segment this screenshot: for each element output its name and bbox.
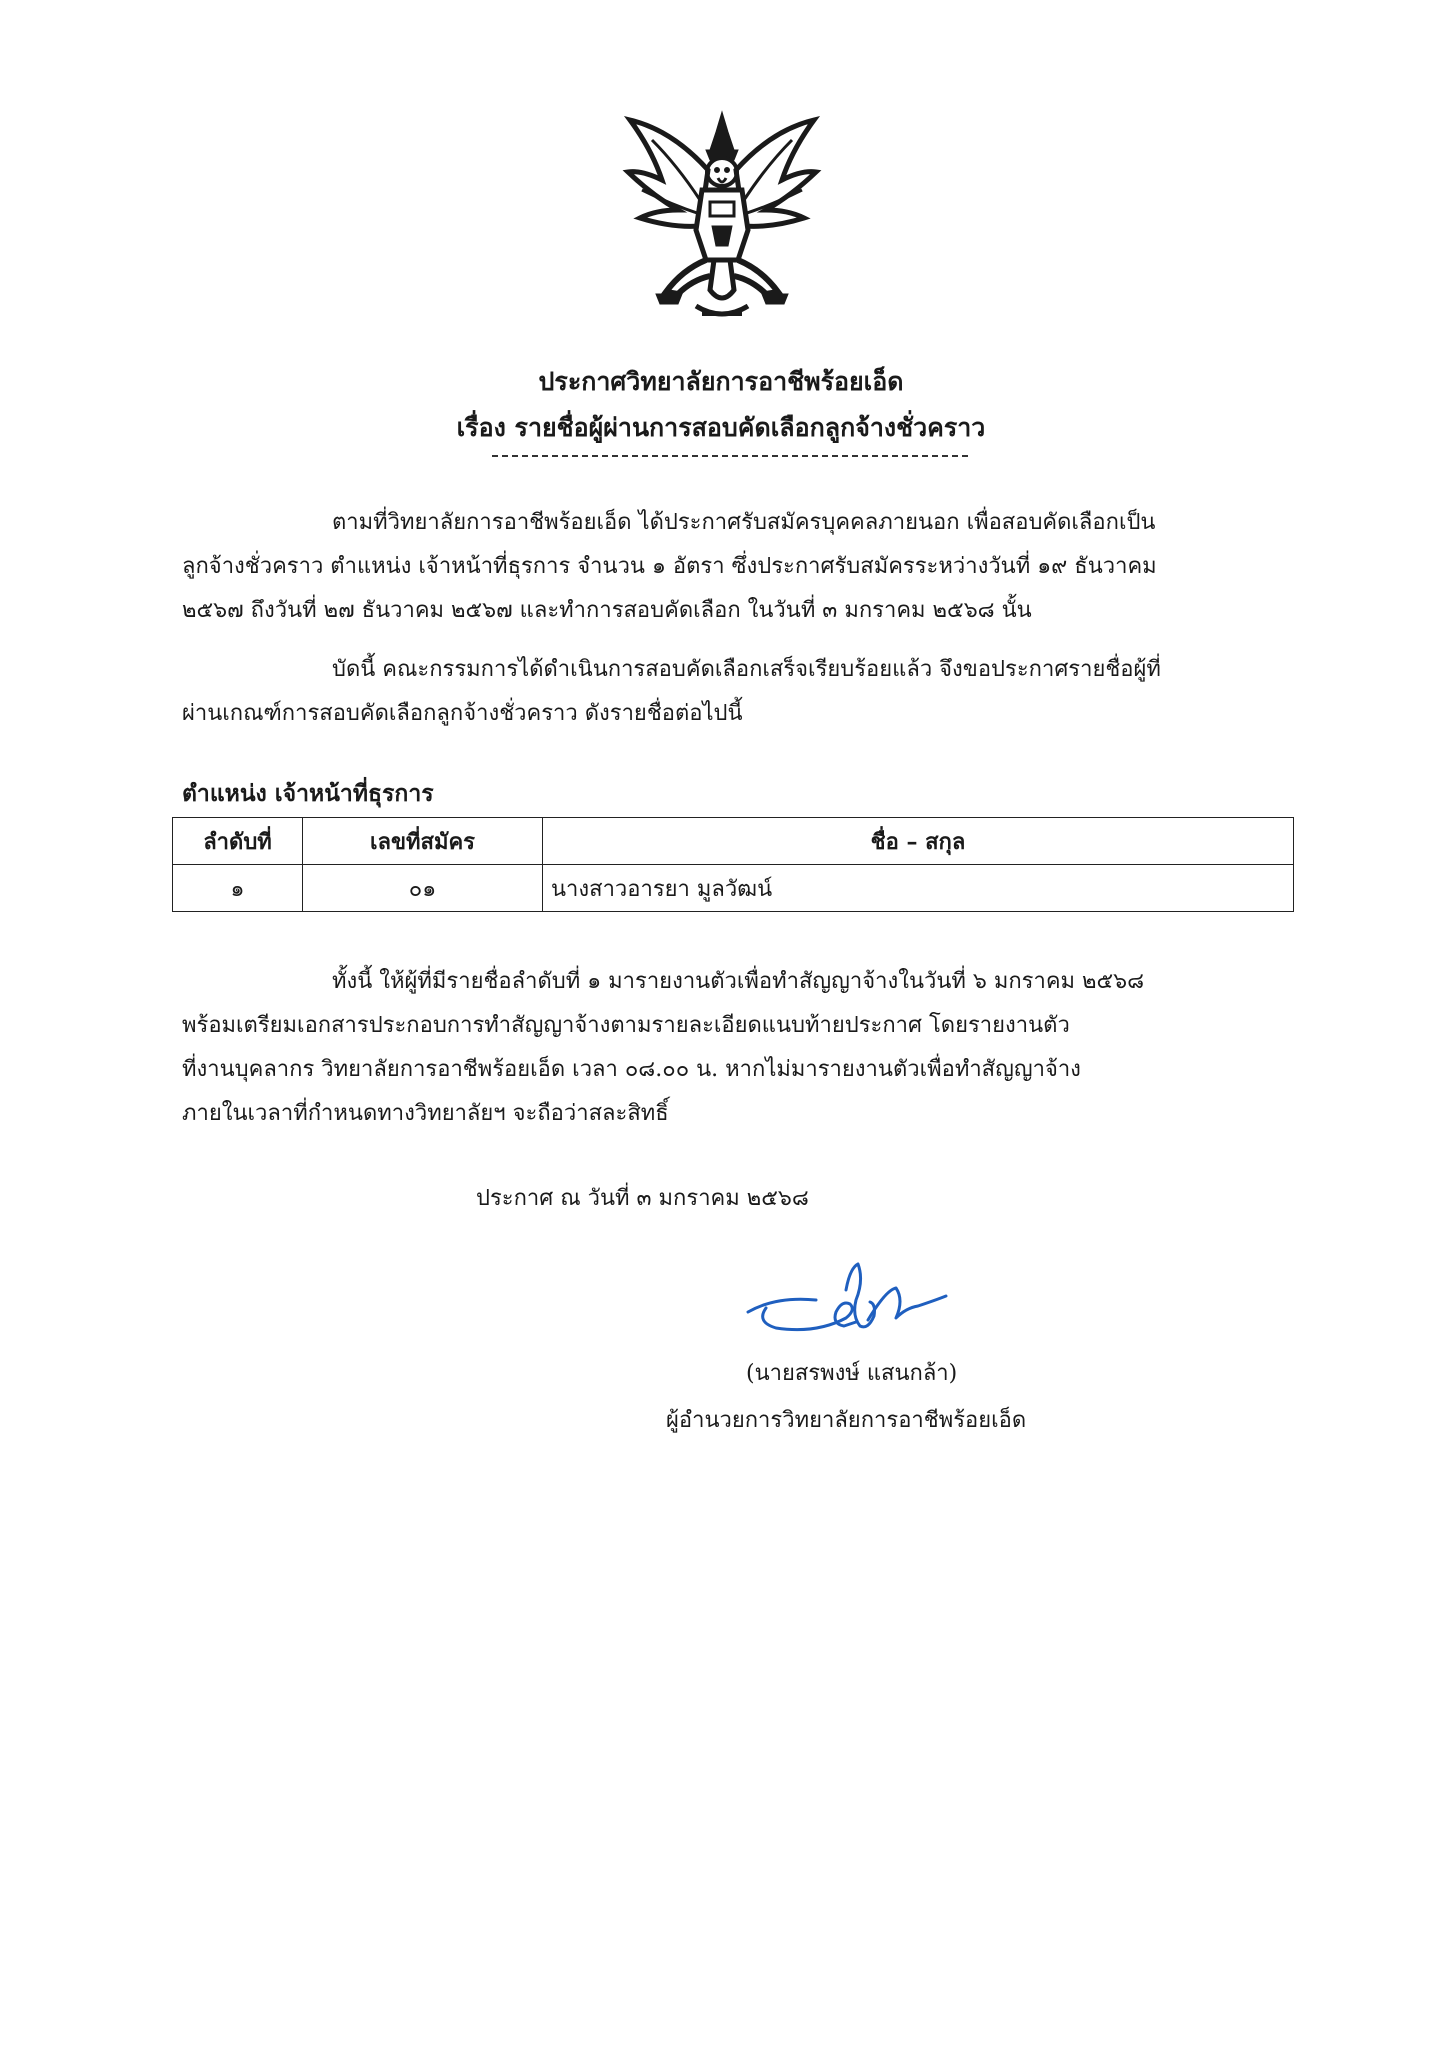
paragraph-line: ทั้งนี้ ให้ผู้ที่มีรายชื่อลำดับที่ ๑ มารายงานตัวเพื่อทำสัญญาจ้างในวันที่ ๖ มกราคม ๒๕๖๘ xyxy=(332,969,1145,994)
column-header-application-no: เลขที่สมัคร xyxy=(303,818,543,865)
cell-order: ๑ xyxy=(173,865,303,912)
handwritten-signature xyxy=(746,1260,956,1340)
signer-position: ผู้อำนวยการวิทยาลัยการอาชีพร้อยเอ็ด xyxy=(666,1408,1027,1433)
paragraph-line: ผ่านเกณฑ์การสอบคัดเลือกลูกจ้างชั่วคราว ดังรายชื่อต่อไปนี้ xyxy=(182,701,743,726)
result-table xyxy=(172,817,1294,912)
paragraph-announcement xyxy=(182,501,1282,633)
paragraph-line: ลูกจ้างชั่วคราว ตำแหน่ง เจ้าหน้าที่ธุรการ จำนวน ๑ อัตรา ซึ่งประกาศรับสมัครระหว่างวันที่ ๑๙ ธันวาคม xyxy=(182,554,1157,579)
table-header-row xyxy=(173,818,1294,865)
column-header-order: ลำดับที่ xyxy=(173,818,303,865)
paragraph-instructions xyxy=(182,960,1282,1136)
table-row xyxy=(173,865,1294,912)
paragraph-result xyxy=(182,648,1282,736)
document-subject: เรื่อง รายชื่อผู้ผ่านการสอบคัดเลือกลูกจ้างชั่วคราว xyxy=(456,413,986,442)
title-divider xyxy=(492,455,968,457)
document-title: ประกาศวิทยาลัยการอาชีพร้อยเอ็ด xyxy=(538,367,904,396)
cell-application-no: ๐๑ xyxy=(303,865,543,912)
paragraph-line: ที่งานบุคลากร วิทยาลัยการอาชีพร้อยเอ็ด เวลา ๐๘.๐๐ น. หากไม่มารายงานตัวเพื่อทำสัญญาจ้าง xyxy=(182,1057,1081,1082)
paragraph-line: บัดนี้ คณะกรรมการได้ดำเนินการสอบคัดเลือกเสร็จเรียบร้อยแล้ว จึงขอประกาศรายชื่อผู้ที่ xyxy=(332,657,1161,682)
paragraph-line: ตามที่วิทยาลัยการอาชีพร้อยเอ็ด ได้ประกาศรับสมัครบุคคลภายนอก เพื่อสอบคัดเลือกเป็น xyxy=(332,510,1156,535)
position-heading: ตำแหน่ง เจ้าหน้าที่ธุรการ xyxy=(182,780,434,807)
paragraph-line: ภายในเวลาที่กำหนดทางวิทยาลัยฯ จะถือว่าสละสิทธิ์ xyxy=(182,1101,669,1126)
signer-name: (นายสรพงษ์ แสนกล้า) xyxy=(746,1361,958,1386)
announcement-date: ประกาศ ณ วันที่ ๓ มกราคม ๒๕๖๘ xyxy=(476,1186,809,1211)
paragraph-line: พร้อมเตรียมเอกสารประกอบการทำสัญญาจ้างตามรายละเอียดแนบท้ายประกาศ โดยรายงานตัว xyxy=(182,1013,1070,1038)
cell-full-name: นางสาวอารยา มูลวัฒน์ xyxy=(543,865,1294,912)
paragraph-line: ๒๕๖๗ ถึงวันที่ ๒๗ ธันวาคม ๒๕๖๗ และทำการสอบคัดเลือก ในวันที่ ๓ มกราคม ๒๕๖๘ นั้น xyxy=(182,598,1032,623)
column-header-full-name: ชื่อ – สกุล xyxy=(543,818,1294,865)
garuda-emblem-icon xyxy=(622,110,822,325)
